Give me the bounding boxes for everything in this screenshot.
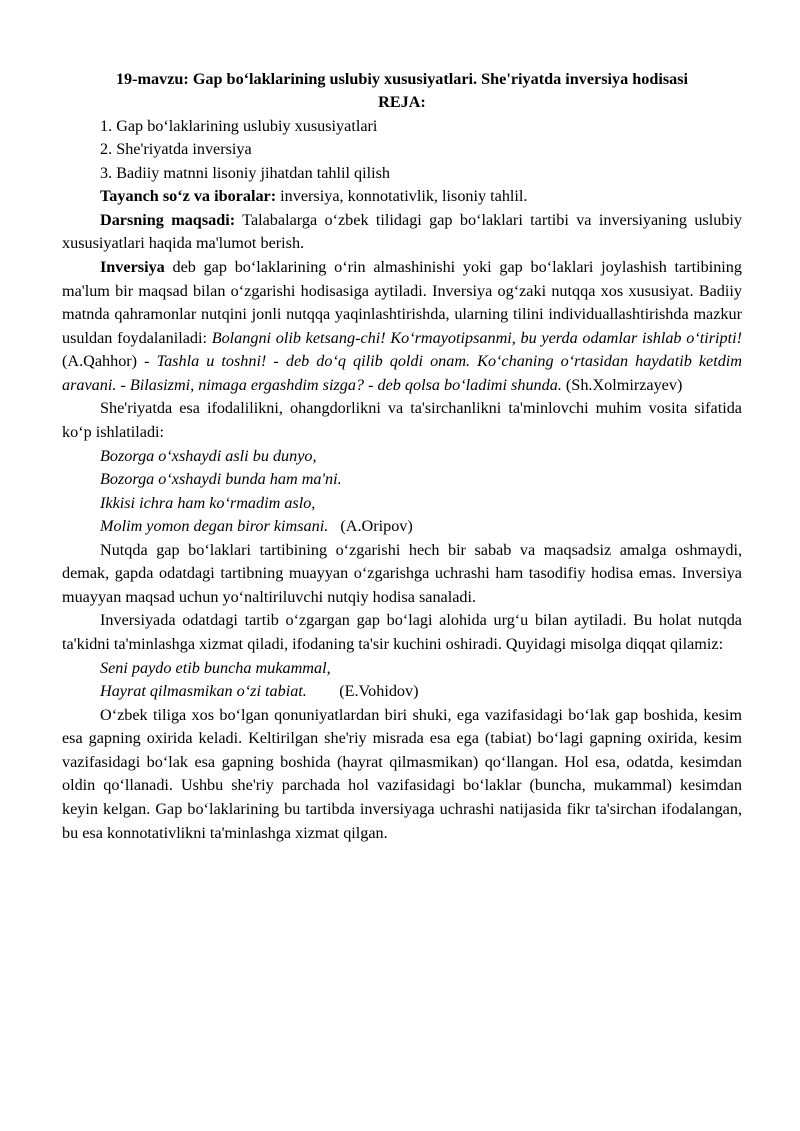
verse-attribution-vohidov: (E.Vohidov) — [339, 682, 419, 701]
document-body — [62, 68, 742, 845]
lesson-goal-text: Talabalarga o‘zbek tilidagi gap bo‘laklari tartibi va inversiyaning uslubiy xususiyatlari haqida ma'lumot berish. — [62, 210, 743, 253]
plan-list — [62, 115, 742, 186]
poetry-intro-paragraph: She'riyatda esa ifodalilikni, ohangdorlikni va ta'sirchanlikni ta'minlovchi muhim vosita sifatida ko‘p ishlatiladi: — [62, 399, 742, 441]
verse-block-oripov — [62, 445, 742, 539]
definition-paragraph — [62, 256, 742, 397]
verse-line: Ikkisi ichra ham ko‘rmadim aslo, — [100, 493, 316, 512]
page-title-line-2: hodisasi — [632, 70, 689, 88]
verse-attribution-oripov: (A.Oripov) — [340, 517, 413, 536]
key-terms-text: inversiya, konnotativlik, lisoniy tahlil. — [276, 187, 528, 206]
plan-item-1: 1. Gap bo‘laklarining uslubiy xususiyatlari — [100, 116, 378, 135]
paragraph-final: O‘zbek tiliga xos bo‘lgan qonuniyatlardan biri shuki, ega vazifasidagi bo‘lak gap boshida, kesim esa gapning oxirida keladi. Keltirilgan she'riy misrada esa ega (tabiat) bo‘lagi gapning oxirida, kesim vazifasidagi bo‘lak esa gapning boshida (hayrat qilmasmikan) qo‘llangan. Hol esa, odatda, kesimdan oldin qo‘llanadi. Ushbu she'riy parchada hol vazifasidagi bo‘laklar (buncha, mukammal) kesimdan keyin kelgan. Gap bo‘laklarining bu tartibda inversiyaga uchrashi natijasida fikr ta'sirchan ifodalangan, bu esa konnotativlikni ta'minlashga xizmat qilgan. — [62, 705, 742, 842]
reja-heading: REJA: — [378, 93, 426, 112]
paragraph-inversiyada: Inversiyada odatdagi tartib o‘zgargan gap bo‘lagi alohida urg‘u bilan aytiladi. Bu holat nutqda ta'kidni ta'minlashga xizmat qiladi, ifodaning ta'sir kuchini oshiradi. Quyidagi misolga diqqat qilamiz: — [62, 611, 742, 654]
plan-item-3: 3. Badiiy matnni lisoniy jihatdan tahlil qilish — [100, 163, 391, 182]
definition-example-1: Bolangni olib ketsang-chi! Ko‘rmayotipsanmi, bu yerda odamlar ishlab o‘tiripti! — [211, 328, 742, 347]
definition-text: deb gap bo‘laklarining o‘rin almashinishi yoki gap bo‘laklari joylashish tartibining ma'lum bir maqsad bilan o‘zgarishi hodisasiga aytiladi. Inversiya og‘zaki nutqqa xos xususiyat. Badiiy matnda qahramonlar nutqini jonli nutqqa yaqinlashtirishda, ularning tilini individuallashtirishda mazkur usuldan foydalaniladi: — [62, 258, 742, 347]
verse-line-text: Molim yomon degan biror kimsani. — [100, 517, 341, 536]
definition-source-1: (A.Qahhor) - — [62, 352, 157, 371]
page-title — [62, 68, 742, 91]
definition-source-2: (Sh.Xolmirzayev) — [561, 375, 683, 394]
verse-line-with-attribution — [62, 680, 742, 704]
lesson-goal-paragraph — [62, 209, 742, 256]
key-terms-paragraph — [62, 185, 742, 209]
key-terms-label: Tayanch so‘z va iboralar: — [100, 187, 277, 206]
plan-item-2: 2. She'riyatda inversiya — [100, 140, 252, 159]
page-title-line-1: 19-mavzu: Gap bo‘laklarining uslubiy xususiyatlari. She'riyatda inversiya — [115, 70, 629, 88]
paragraph-nutqda: Nutqda gap bo‘laklari tartibining o‘zgarishi hech bir sabab va maqsadsiz amalga oshmaydi, demak, gapda odatdagi tartibning muayyan o‘zgarishga uchrashi ham tasodifiy hodisa emas. Inversiya muayyan maqsad uchun yo‘naltiriluvchi nutqiy hodisa sanaladi. — [62, 540, 742, 606]
verse-line: Bozorga o‘xshaydi bunda ham ma'ni. — [100, 470, 342, 489]
verse-block-vohidov — [62, 657, 742, 704]
definition-example-2: Tashla u toshni! - deb do‘q qilib qoldi onam. Ko‘chaning o‘rtasidan haydatib ketdim aravani. - Bilasizmi, nimaga ergashdim sizga? - deb qolsa bo‘ladimi shunda. — [62, 352, 742, 394]
verse-line: Bozorga o‘xshaydi asli bu dunyo, — [100, 446, 317, 465]
definition-label: Inversiya — [100, 258, 165, 277]
verse-line-text: Hayrat qilmasmikan o‘zi tabiat. — [100, 682, 340, 701]
lesson-goal-label: Darsning maqsadi: — [100, 210, 236, 229]
verse-line: Seni paydo etib buncha mukammal, — [100, 658, 331, 677]
verse-line-with-attribution — [62, 515, 742, 539]
